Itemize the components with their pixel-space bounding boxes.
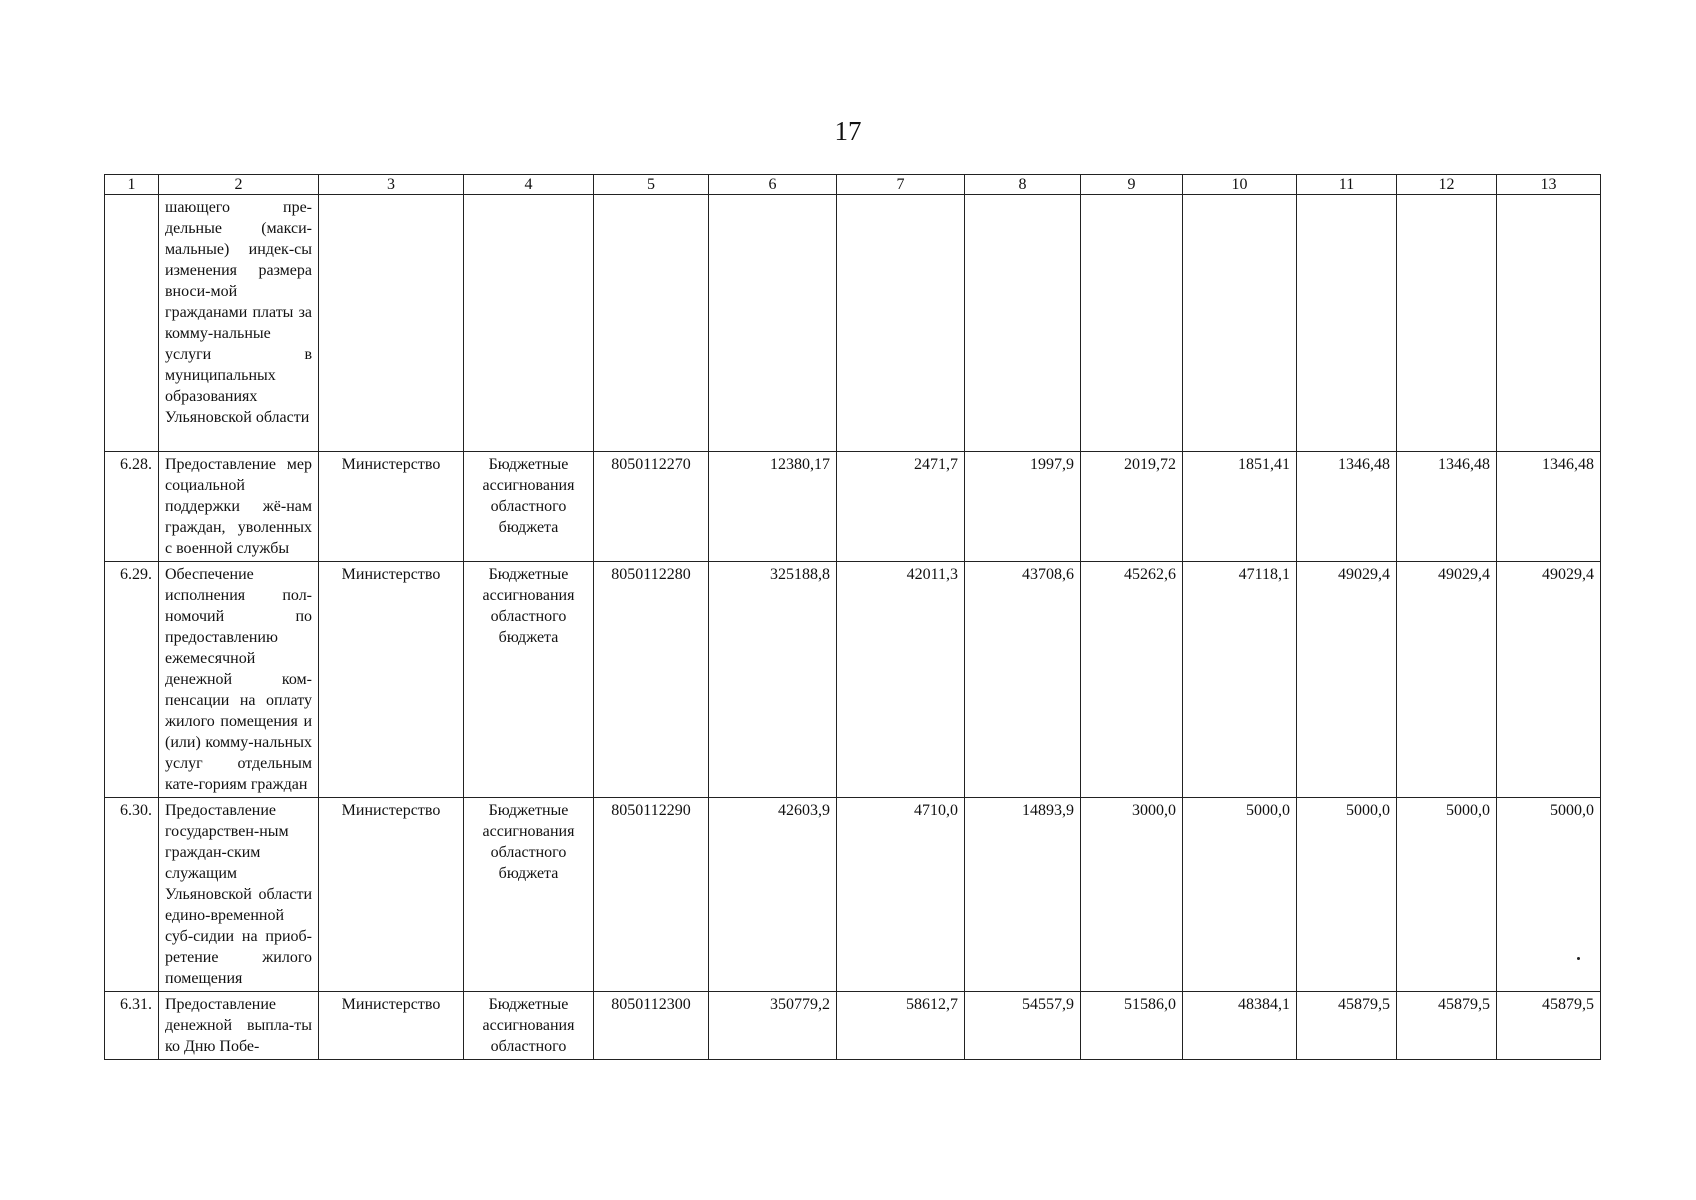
value-cell: 2471,7 <box>837 452 965 562</box>
value-cell <box>1497 195 1601 452</box>
executor <box>319 195 464 452</box>
value-cell: 45879,5 <box>1497 992 1601 1060</box>
column-header: 11 <box>1297 175 1397 195</box>
budget-code <box>594 195 709 452</box>
value-cell: 58612,7 <box>837 992 965 1060</box>
table-row <box>105 562 1601 798</box>
value-cell: 5000,0 <box>1397 798 1497 992</box>
executor: Министерство <box>319 992 464 1060</box>
budget-code: 8050112270 <box>594 452 709 562</box>
value-cell: 45262,6 <box>1081 562 1183 798</box>
value-cell: 5000,0 <box>1497 798 1601 992</box>
value-cell: 350779,2 <box>709 992 837 1060</box>
budget-code: 8050112300 <box>594 992 709 1060</box>
scan-speck <box>1577 957 1580 960</box>
value-cell <box>709 195 837 452</box>
value-cell: 45879,5 <box>1297 992 1397 1060</box>
value-cell: 2019,72 <box>1081 452 1183 562</box>
value-cell: 5000,0 <box>1183 798 1297 992</box>
column-header: 4 <box>464 175 594 195</box>
value-cell: 42011,3 <box>837 562 965 798</box>
row-number: 6.31. <box>105 992 159 1060</box>
value-cell: 1997,9 <box>965 452 1081 562</box>
table-row <box>105 195 1601 452</box>
value-cell: 54557,9 <box>965 992 1081 1060</box>
row-number: 6.29. <box>105 562 159 798</box>
column-header: 8 <box>965 175 1081 195</box>
column-header: 9 <box>1081 175 1183 195</box>
value-cell <box>1397 195 1497 452</box>
value-cell: 47118,1 <box>1183 562 1297 798</box>
value-cell: 1346,48 <box>1297 452 1397 562</box>
value-cell: 325188,8 <box>709 562 837 798</box>
value-cell: 4710,0 <box>837 798 965 992</box>
column-header: 10 <box>1183 175 1297 195</box>
column-header: 6 <box>709 175 837 195</box>
table-row <box>105 452 1601 562</box>
funding-source <box>464 195 594 452</box>
column-header: 12 <box>1397 175 1497 195</box>
column-header: 2 <box>159 175 319 195</box>
column-header: 3 <box>319 175 464 195</box>
column-header: 7 <box>837 175 965 195</box>
column-header: 13 <box>1497 175 1601 195</box>
value-cell: 1346,48 <box>1397 452 1497 562</box>
measure-name: Обеспечение исполнения пол-номочий по предоставлению ежемесячной денежной ком-пенсации на оплату жилого помещения и (или) комму-нальных услуг отдельным кате-гориям граждан <box>159 562 319 798</box>
row-number <box>105 195 159 452</box>
value-cell: 43708,6 <box>965 562 1081 798</box>
value-cell: 49029,4 <box>1397 562 1497 798</box>
value-cell <box>1081 195 1183 452</box>
row-number: 6.28. <box>105 452 159 562</box>
value-cell: 45879,5 <box>1397 992 1497 1060</box>
funding-source: Бюджетные ассигнования областного бюджета <box>464 562 594 798</box>
measure-name: шающего пре-дельные (макси-мальные) индек-сы изменения размера вноси-мой гражданами платы за комму-нальные услуги в муниципальных образованиях Ульяновской области <box>159 195 319 452</box>
executor: Министерство <box>319 452 464 562</box>
value-cell: 1346,48 <box>1497 452 1601 562</box>
column-number-row <box>105 175 1601 195</box>
measure-name: Предоставление государствен-ным граждан-ским служащим Ульяновской области едино-временной суб-сидии на приоб-ретение жилого помещения <box>159 798 319 992</box>
value-cell: 1851,41 <box>1183 452 1297 562</box>
value-cell: 5000,0 <box>1297 798 1397 992</box>
value-cell <box>837 195 965 452</box>
value-cell <box>1297 195 1397 452</box>
column-header: 5 <box>594 175 709 195</box>
executor: Министерство <box>319 562 464 798</box>
value-cell: 3000,0 <box>1081 798 1183 992</box>
page-number: 17 <box>834 116 862 146</box>
executor: Министерство <box>319 798 464 992</box>
value-cell: 49029,4 <box>1297 562 1397 798</box>
measure-name: Предоставление мер социальной поддержки жё-нам граждан, уволенных с военной службы <box>159 452 319 562</box>
value-cell <box>965 195 1081 452</box>
value-cell: 12380,17 <box>709 452 837 562</box>
funding-source: Бюджетные ассигнования областного бюджета <box>464 452 594 562</box>
value-cell: 14893,9 <box>965 798 1081 992</box>
table-row <box>105 992 1601 1060</box>
value-cell: 42603,9 <box>709 798 837 992</box>
row-number: 6.30. <box>105 798 159 992</box>
column-header: 1 <box>105 175 159 195</box>
value-cell <box>1183 195 1297 452</box>
table-row <box>105 798 1601 992</box>
value-cell: 49029,4 <box>1497 562 1601 798</box>
funding-source: Бюджетные ассигнования областного <box>464 992 594 1060</box>
value-cell: 51586,0 <box>1081 992 1183 1060</box>
funding-source: Бюджетные ассигнования областного бюджета <box>464 798 594 992</box>
value-cell: 48384,1 <box>1183 992 1297 1060</box>
measure-name: Предоставление денежной выпла-ты ко Дню Побе- <box>159 992 319 1060</box>
budget-code: 8050112290 <box>594 798 709 992</box>
budget-table <box>104 174 1601 1060</box>
budget-code: 8050112280 <box>594 562 709 798</box>
